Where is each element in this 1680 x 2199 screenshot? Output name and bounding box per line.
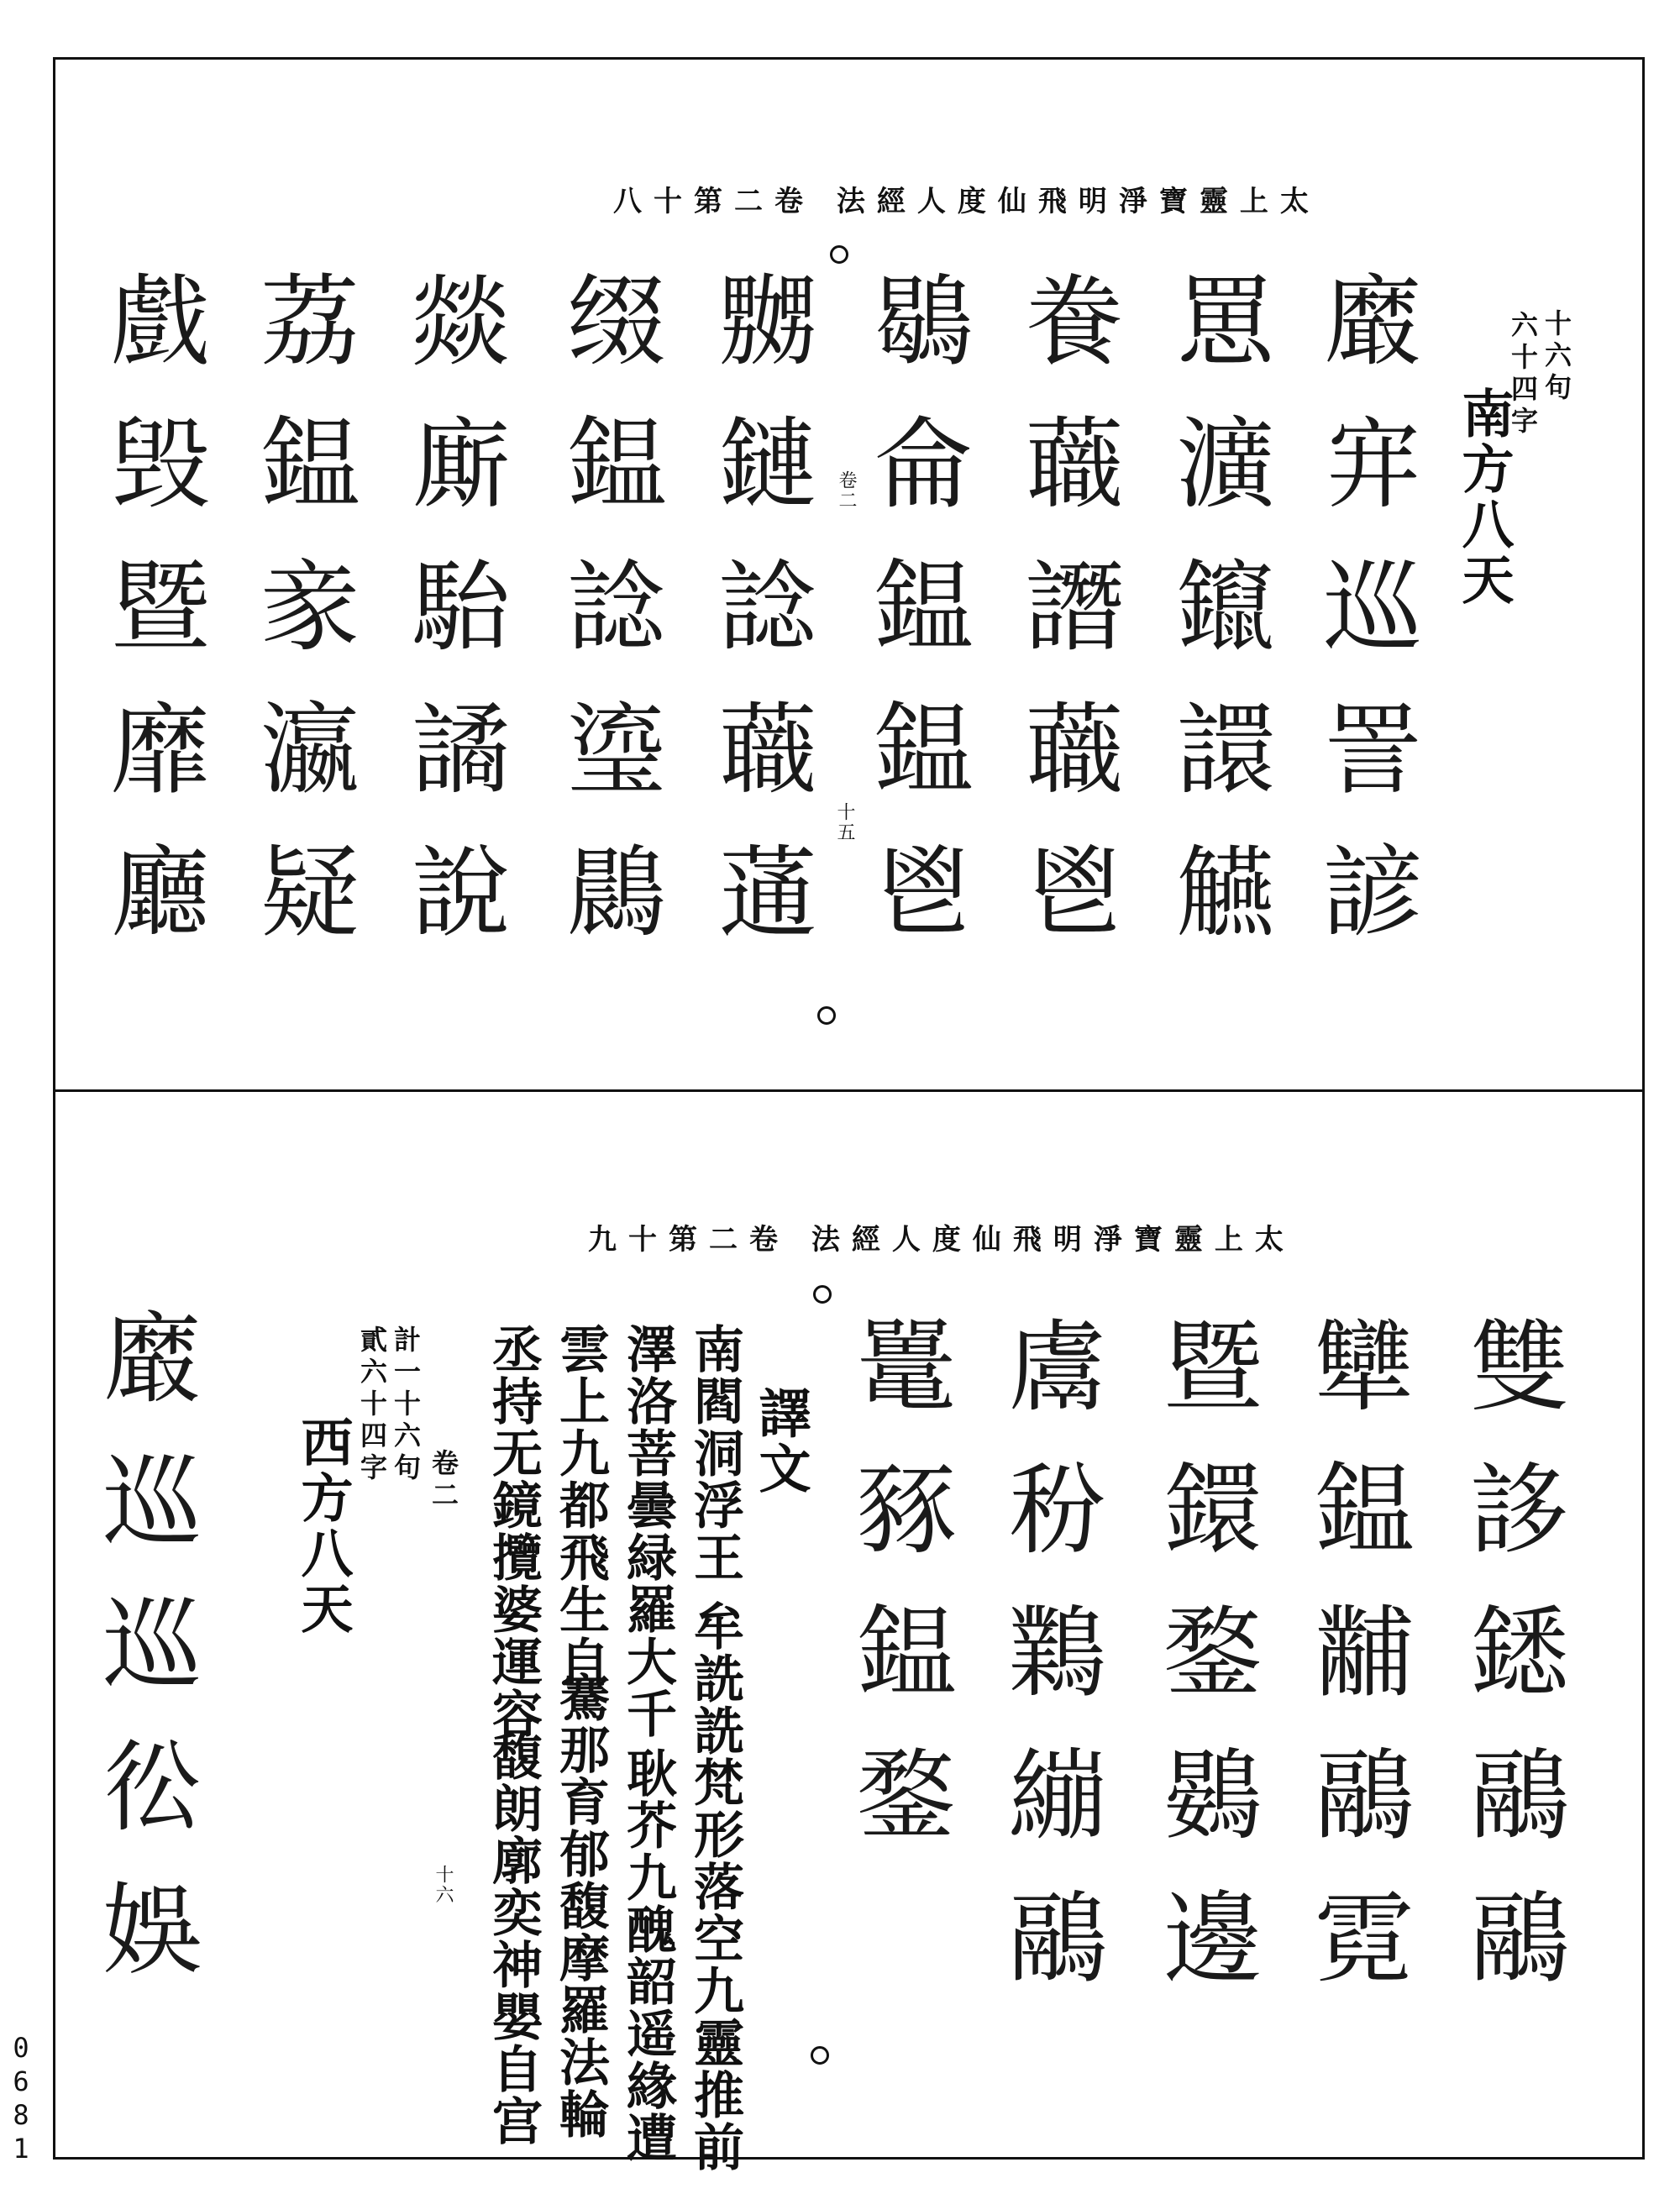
translation-column-1a: 南閻洞浮王 — [685, 1323, 744, 1583]
top-binding-hole-lower — [817, 1006, 836, 1025]
bottom-seal-column-left: 黀巡巡彸娛 — [86, 1306, 202, 2020]
top-seal-column-4: 鶡侖鎾鎾鬯 — [857, 269, 973, 983]
translation-column-4a: 丞持无鏡攬婆運容 — [484, 1323, 543, 1740]
bottom-middle-note-a: 卷二 — [428, 1449, 459, 1513]
translation-column-3b: 騫那育郁馥摩羅法輪 — [551, 1672, 610, 2140]
top-count-note-b: 六十四字 — [1507, 311, 1539, 438]
bottom-running-header: 九十第二卷 法經人度仙飛明淨寶靈上太 — [588, 1223, 1295, 1257]
top-count-note-a: 十六句 — [1541, 309, 1572, 405]
top-middle-note-a: 卷二 — [836, 470, 857, 511]
translation-column-2a: 澤洛菩曇緑羅大千 — [618, 1323, 677, 1740]
top-section-title: 南方八天 — [1453, 386, 1515, 608]
top-seal-column-2: 罳瀇鑹譞觾 — [1159, 269, 1275, 983]
top-seal-column-1: 黀宑巡詈諺 — [1306, 269, 1422, 983]
translation-heading: 譯文 — [750, 1386, 811, 1497]
top-middle-note-b: 十五 — [834, 802, 855, 842]
top-seal-column-8: 荔鎾豙瀛疑 — [244, 269, 360, 983]
bottom-seal-column-2: 犫鎾黼鷊霓 — [1298, 1315, 1414, 2028]
bottom-binding-hole-lower — [811, 2046, 829, 2065]
top-seal-column-6: 缀鎾諗瑬鷐 — [550, 269, 666, 983]
bottom-seal-column-4: 鬳秎鸈繃鷊 — [991, 1315, 1107, 2028]
top-seal-column-5: 嬲鏈諗蘵蓪 — [701, 269, 817, 983]
bottom-count-note-b: 貳六十四字 — [356, 1325, 388, 1485]
translation-column-3a: 雲上九都飛生自 — [551, 1323, 610, 1687]
translation-column-1b: 牟詵詵梵形落空九靈推前 — [685, 1600, 744, 2173]
bottom-section-title: 西方八天 — [292, 1415, 354, 1637]
top-running-header: 八十第二卷 法經人度仙飛明淨寶靈上太 — [613, 185, 1320, 218]
bottom-binding-hole-upper — [813, 1285, 832, 1304]
translation-column-4b: 馥朗廓奕神嬰自宫 — [484, 1730, 543, 2147]
translation-column-2b: 耿芥九醜韶遥緣遭 — [618, 1747, 677, 2164]
bottom-seal-column-3: 暨鐶鍪鷃邊 — [1147, 1315, 1263, 2028]
top-seal-column-3: 飬蘵譖蘵鬯 — [1008, 269, 1124, 983]
bottom-middle-note-b: 十六 — [433, 1865, 454, 1905]
bottom-seal-column-1: 雙誃鏭鷊鷊 — [1453, 1315, 1569, 2028]
panel-divider — [53, 1089, 1645, 1092]
top-seal-column-7: 燚廝駘譎說 — [395, 269, 511, 983]
margin-page-number: 0681 — [13, 2032, 29, 2165]
bottom-seal-column-5: 鼍豩鎾鍪 — [840, 1315, 956, 1886]
top-seal-column-9: 戲毁暨靡廳 — [94, 269, 210, 983]
top-binding-hole-upper — [830, 245, 848, 264]
bottom-count-note-a: 計一十六句 — [390, 1325, 422, 1485]
